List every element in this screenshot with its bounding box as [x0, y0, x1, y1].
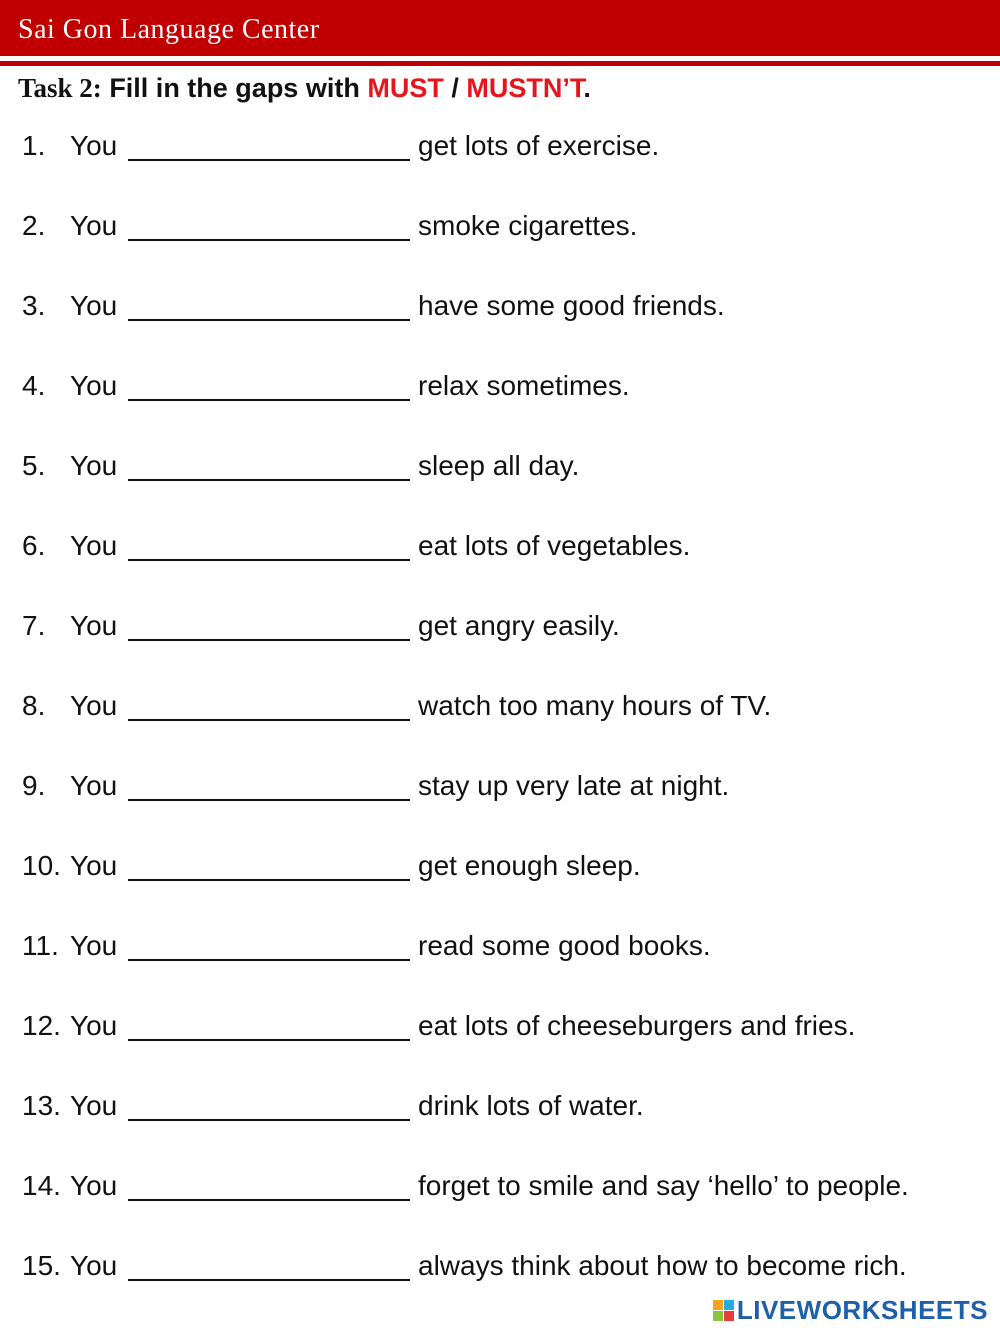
item-subject: You [70, 1170, 118, 1201]
answer-blank[interactable] [128, 959, 410, 961]
item-subject: You [70, 290, 118, 321]
item-sentence-rest: watch too many hours of TV. [418, 690, 772, 721]
answer-blank[interactable] [128, 239, 410, 241]
exercise-item [0, 208, 1000, 288]
answer-blank[interactable] [128, 319, 410, 321]
item-subject: You [70, 370, 118, 401]
item-number: 4. [22, 370, 46, 401]
item-subject: You [70, 1250, 118, 1281]
exercise-item [0, 928, 1000, 1008]
liveworksheets-icon [713, 1300, 734, 1321]
exercise-item [0, 768, 1000, 848]
item-sentence-rest: always think about how to become rich. [418, 1250, 907, 1281]
task-period: . [583, 73, 591, 103]
answer-blank[interactable] [128, 1199, 410, 1201]
exercise-item [0, 1008, 1000, 1088]
answer-blank[interactable] [128, 399, 410, 401]
item-subject: You [70, 930, 118, 961]
exercise-item [0, 688, 1000, 768]
item-number: 11. [22, 930, 59, 961]
item-sentence-rest: relax sometimes. [418, 370, 630, 401]
item-sentence-rest: read some good books. [418, 930, 711, 961]
item-number: 10. [22, 850, 61, 881]
answer-blank[interactable] [128, 1039, 410, 1041]
item-number: 8. [22, 690, 46, 721]
exercise-item [0, 1088, 1000, 1168]
item-sentence-rest: have some good friends. [418, 290, 725, 321]
item-subject: You [70, 690, 118, 721]
item-sentence-rest: eat lots of vegetables. [418, 530, 691, 561]
item-subject: You [70, 770, 118, 801]
answer-blank[interactable] [128, 159, 410, 161]
item-number: 3. [22, 290, 46, 321]
answer-blank[interactable] [128, 1119, 410, 1121]
item-sentence-rest: get angry easily. [418, 610, 620, 641]
exercise-item [0, 608, 1000, 688]
item-subject: You [70, 1090, 118, 1121]
item-sentence-rest: stay up very late at night. [418, 770, 730, 801]
item-sentence-rest: eat lots of cheeseburgers and fries. [418, 1010, 856, 1041]
exercise-item [0, 128, 1000, 208]
answer-blank[interactable] [128, 719, 410, 721]
exercise-item [0, 448, 1000, 528]
answer-blank[interactable] [128, 1279, 410, 1281]
item-sentence-rest: sleep all day. [418, 450, 580, 481]
liveworksheets-logo [713, 1293, 988, 1327]
item-subject: You [70, 850, 118, 881]
option-separator: / [451, 73, 459, 103]
item-sentence-rest: forget to smile and say ‘hello’ to people. [418, 1170, 909, 1201]
exercise-item [0, 368, 1000, 448]
item-sentence-rest: drink lots of water. [418, 1090, 644, 1121]
item-number: 1. [22, 130, 46, 161]
logo-text: LIVEWORKSHEETS [736, 1294, 988, 1325]
task-label: Task 2: [18, 73, 102, 103]
header-bar [0, 0, 1000, 56]
item-subject: You [70, 130, 118, 161]
item-number: 7. [22, 610, 46, 641]
answer-blank[interactable] [128, 639, 410, 641]
exercise-item [0, 1168, 1000, 1248]
task-instruction: Fill in the gaps with [109, 73, 360, 103]
item-number: 12. [22, 1010, 61, 1041]
item-subject: You [70, 450, 118, 481]
answer-blank[interactable] [128, 879, 410, 881]
item-number: 13. [22, 1090, 61, 1121]
item-subject: You [70, 1010, 118, 1041]
option-must: MUST [367, 73, 444, 103]
item-number: 9. [22, 770, 46, 801]
exercise-list [0, 128, 1000, 1328]
exercise-item [0, 288, 1000, 368]
header-title: Sai Gon Language Center [18, 14, 320, 45]
item-sentence-rest: smoke cigarettes. [418, 210, 638, 241]
task-heading [18, 73, 591, 104]
item-number: 5. [22, 450, 46, 481]
item-number: 2. [22, 210, 46, 241]
exercise-item [0, 528, 1000, 608]
answer-blank[interactable] [128, 479, 410, 481]
item-number: 6. [22, 530, 46, 561]
header-divider [0, 61, 1000, 66]
item-number: 15. [22, 1250, 61, 1281]
item-sentence-rest: get lots of exercise. [418, 130, 660, 161]
item-number: 14. [22, 1170, 61, 1201]
item-subject: You [70, 610, 118, 641]
item-subject: You [70, 210, 118, 241]
option-mustnt: MUSTN’T [466, 73, 584, 103]
exercise-item [0, 848, 1000, 928]
item-subject: You [70, 530, 118, 561]
answer-blank[interactable] [128, 799, 410, 801]
answer-blank[interactable] [128, 559, 410, 561]
item-sentence-rest: get enough sleep. [418, 850, 641, 881]
